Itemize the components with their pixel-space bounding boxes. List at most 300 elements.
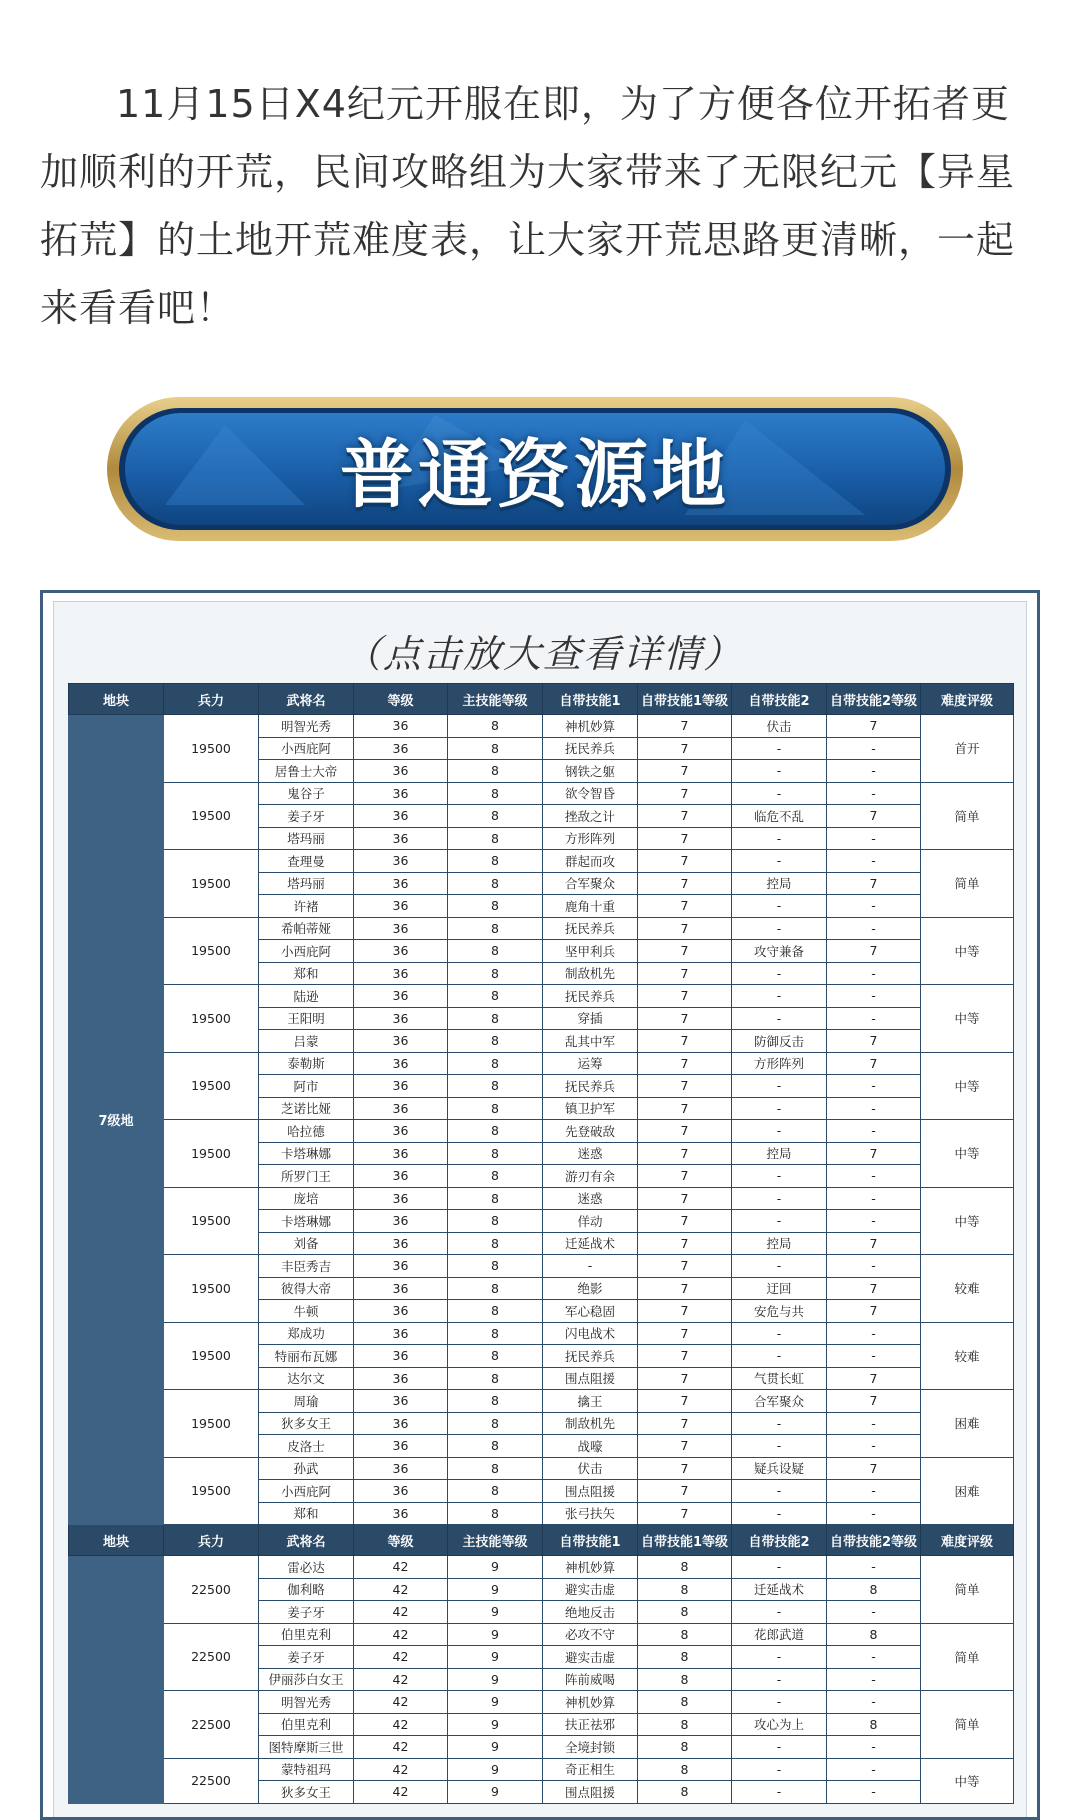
- skill1-cell: 全境封锁: [543, 1736, 638, 1759]
- skill2-cell: -: [732, 1097, 827, 1120]
- skill2-level-cell: 8: [827, 1713, 921, 1736]
- general-level-cell: 42: [354, 1736, 448, 1759]
- skill2-cell: 迂回: [732, 1277, 827, 1300]
- general-level-cell: 36: [354, 1007, 448, 1030]
- skill1-cell: 迷惑: [543, 1142, 638, 1165]
- main-skill-level-cell: 9: [448, 1668, 543, 1691]
- skill1-cell: 神机妙算: [543, 715, 638, 738]
- general-level-cell: 36: [354, 737, 448, 760]
- skill1-cell: 合军聚众: [543, 872, 638, 895]
- main-skill-level-cell: 9: [448, 1578, 543, 1601]
- troops-cell: 19500: [164, 1322, 259, 1390]
- skill2-level-cell: -: [827, 1502, 921, 1525]
- main-skill-level-cell: 8: [448, 872, 543, 895]
- skill2-level-cell: -: [827, 1691, 921, 1714]
- skill2-cell: -: [732, 850, 827, 873]
- table-body: [69, 684, 1014, 1804]
- skill1-level-cell: 7: [638, 1390, 732, 1413]
- skill1-level-cell: 7: [638, 917, 732, 940]
- troops-cell: 19500: [164, 1457, 259, 1525]
- general-name-cell: 图特摩斯三世: [259, 1736, 354, 1759]
- skill2-cell: -: [732, 1646, 827, 1669]
- skill1-level-cell: 8: [638, 1556, 732, 1579]
- skill1-level-cell: 7: [638, 895, 732, 918]
- skill2-cell: 控局: [732, 1142, 827, 1165]
- skill1-level-cell: 7: [638, 962, 732, 985]
- main-skill-level-cell: 8: [448, 1435, 543, 1458]
- skill1-level-cell: 7: [638, 1457, 732, 1480]
- skill2-cell: 安危与共: [732, 1300, 827, 1323]
- general-level-cell: 36: [354, 1075, 448, 1098]
- difficulty-cell: 较难: [921, 1255, 1014, 1323]
- general-name-cell: 塔玛丽: [259, 872, 354, 895]
- skill1-cell: 坚甲利兵: [543, 940, 638, 963]
- skill1-cell: 群起而攻: [543, 850, 638, 873]
- general-level-cell: 36: [354, 1030, 448, 1053]
- skill1-cell: 军心稳固: [543, 1300, 638, 1323]
- general-level-cell: 36: [354, 940, 448, 963]
- main-skill-level-cell: 8: [448, 715, 543, 738]
- main-skill-level-cell: 8: [448, 827, 543, 850]
- skill1-cell: -: [543, 1255, 638, 1278]
- skill2-level-cell: -: [827, 1435, 921, 1458]
- skill1-level-cell: 8: [638, 1781, 732, 1804]
- general-name-cell: 蒙特祖玛: [259, 1758, 354, 1781]
- table-row: [69, 1758, 1014, 1781]
- zoom-caption: （点击放大查看详情）: [342, 632, 743, 676]
- skill2-cell: -: [732, 895, 827, 918]
- skill2-cell: -: [732, 1165, 827, 1188]
- skill1-cell: 欲令智昏: [543, 782, 638, 805]
- difficulty-cell: 简单: [921, 782, 1014, 850]
- land-level-cell: 7级地: [69, 715, 164, 1525]
- skill2-level-cell: -: [827, 1668, 921, 1691]
- difficulty-cell: 简单: [921, 1556, 1014, 1624]
- main-skill-level-cell: 8: [448, 895, 543, 918]
- skill1-level-cell: 7: [638, 1502, 732, 1525]
- general-name-cell: 郑和: [259, 962, 354, 985]
- skill2-level-cell: -: [827, 1601, 921, 1624]
- skill1-level-cell: 7: [638, 1187, 732, 1210]
- general-name-cell: 雷必达: [259, 1556, 354, 1579]
- skill1-cell: 擒王: [543, 1390, 638, 1413]
- troops-cell: 19500: [164, 917, 259, 985]
- skill2-level-cell: -: [827, 850, 921, 873]
- main-skill-level-cell: 8: [448, 760, 543, 783]
- skill1-cell: 围点阻援: [543, 1367, 638, 1390]
- skill1-cell: 制敌机先: [543, 1412, 638, 1435]
- main-skill-level-cell: 8: [448, 1030, 543, 1053]
- skill2-level-cell: -: [827, 1075, 921, 1098]
- skill1-level-cell: 8: [638, 1691, 732, 1714]
- skill2-cell: -: [732, 1412, 827, 1435]
- general-level-cell: 42: [354, 1623, 448, 1646]
- skill2-level-cell: -: [827, 1322, 921, 1345]
- main-skill-level-cell: 8: [448, 1300, 543, 1323]
- general-level-cell: 36: [354, 1412, 448, 1435]
- general-name-cell: 庞培: [259, 1187, 354, 1210]
- skill1-cell: 钢铁之躯: [543, 760, 638, 783]
- general-level-cell: 36: [354, 782, 448, 805]
- column-header: 自带技能2: [732, 684, 827, 715]
- general-name-cell: 阿市: [259, 1075, 354, 1098]
- skill2-level-cell: 7: [827, 940, 921, 963]
- difficulty-cell: 中等: [921, 985, 1014, 1053]
- table-row: [69, 715, 1014, 738]
- skill2-cell: 方形阵列: [732, 1052, 827, 1075]
- general-level-cell: 36: [354, 1232, 448, 1255]
- skill2-cell: -: [732, 1075, 827, 1098]
- skill1-cell: 先登破敌: [543, 1120, 638, 1143]
- general-name-cell: 王阳明: [259, 1007, 354, 1030]
- skill1-level-cell: 7: [638, 1435, 732, 1458]
- main-skill-level-cell: 8: [448, 1097, 543, 1120]
- skill1-level-cell: 7: [638, 1232, 732, 1255]
- table-row: [69, 782, 1014, 805]
- general-level-cell: 36: [354, 1165, 448, 1188]
- skill1-cell: 抚民养兵: [543, 917, 638, 940]
- general-name-cell: 所罗门王: [259, 1165, 354, 1188]
- skill2-cell: 攻守兼备: [732, 940, 827, 963]
- general-name-cell: 牛顿: [259, 1300, 354, 1323]
- skill1-level-cell: 7: [638, 1075, 732, 1098]
- general-level-cell: 36: [354, 1435, 448, 1458]
- table-row: [69, 1187, 1014, 1210]
- skill2-cell: -: [732, 1322, 827, 1345]
- skill2-cell: -: [732, 1120, 827, 1143]
- general-name-cell: 居鲁士大帝: [259, 760, 354, 783]
- difficulty-cell: 简单: [921, 1691, 1014, 1759]
- general-level-cell: 36: [354, 1322, 448, 1345]
- table-row: [69, 1623, 1014, 1646]
- skill2-level-cell: -: [827, 1210, 921, 1233]
- general-level-cell: 36: [354, 917, 448, 940]
- general-name-cell: 狄多女王: [259, 1412, 354, 1435]
- main-skill-level-cell: 9: [448, 1623, 543, 1646]
- skill1-cell: 镇卫护军: [543, 1097, 638, 1120]
- table-row: [69, 1691, 1014, 1714]
- main-skill-level-cell: 8: [448, 1187, 543, 1210]
- difficulty-cell: 较难: [921, 1322, 1014, 1390]
- troops-cell: 19500: [164, 715, 259, 783]
- general-name-cell: 希帕蒂娅: [259, 917, 354, 940]
- skill2-cell: -: [732, 1502, 827, 1525]
- skill2-level-cell: 8: [827, 1578, 921, 1601]
- skill1-level-cell: 7: [638, 1255, 732, 1278]
- skill1-cell: 穿插: [543, 1007, 638, 1030]
- skill1-level-cell: 8: [638, 1713, 732, 1736]
- general-level-cell: 42: [354, 1556, 448, 1579]
- column-header: 自带技能2等级: [827, 684, 921, 715]
- column-header: 主技能等级: [448, 684, 543, 715]
- table-header-row: [69, 684, 1014, 715]
- skill1-cell: 挫敌之计: [543, 805, 638, 828]
- general-level-cell: 36: [354, 850, 448, 873]
- skill2-level-cell: 7: [827, 1277, 921, 1300]
- skill2-cell: 伏击: [732, 715, 827, 738]
- skill2-level-cell: -: [827, 1781, 921, 1804]
- general-name-cell: 刘备: [259, 1232, 354, 1255]
- troops-cell: 19500: [164, 1052, 259, 1120]
- general-name-cell: 卡塔琳娜: [259, 1210, 354, 1233]
- general-level-cell: 36: [354, 1142, 448, 1165]
- main-skill-level-cell: 8: [448, 1075, 543, 1098]
- difficulty-cell: 中等: [921, 1120, 1014, 1188]
- skill2-level-cell: -: [827, 1480, 921, 1503]
- skill2-level-cell: -: [827, 1412, 921, 1435]
- troops-cell: 19500: [164, 782, 259, 850]
- general-level-cell: 36: [354, 715, 448, 738]
- skill2-level-cell: 7: [827, 715, 921, 738]
- skill1-cell: 游刃有余: [543, 1165, 638, 1188]
- main-skill-level-cell: 8: [448, 1345, 543, 1368]
- general-name-cell: 姜子牙: [259, 1646, 354, 1669]
- main-skill-level-cell: 9: [448, 1781, 543, 1804]
- troops-cell: 22500: [164, 1623, 259, 1691]
- skill1-cell: 运筹: [543, 1052, 638, 1075]
- skill2-cell: -: [732, 1480, 827, 1503]
- skill1-level-cell: 7: [638, 1412, 732, 1435]
- skill2-level-cell: -: [827, 1345, 921, 1368]
- column-header: 自带技能2等级: [827, 1525, 921, 1556]
- table-row: [69, 1457, 1014, 1480]
- skill2-level-cell: -: [827, 1758, 921, 1781]
- main-skill-level-cell: 8: [448, 1052, 543, 1075]
- skill1-level-cell: 7: [638, 1367, 732, 1390]
- column-header: 地块: [69, 684, 164, 715]
- skill1-level-cell: 7: [638, 1142, 732, 1165]
- general-name-cell: 哈拉德: [259, 1120, 354, 1143]
- skill1-cell: 张弓扶矢: [543, 1502, 638, 1525]
- table-row: [69, 1255, 1014, 1278]
- skill2-cell: -: [732, 1556, 827, 1579]
- skill1-cell: 绝地反击: [543, 1601, 638, 1624]
- skill1-level-cell: 7: [638, 805, 732, 828]
- main-skill-level-cell: 8: [448, 782, 543, 805]
- general-level-cell: 36: [354, 872, 448, 895]
- table-row: [69, 1390, 1014, 1413]
- table-row: [69, 1052, 1014, 1075]
- skill2-level-cell: 7: [827, 1300, 921, 1323]
- skill2-level-cell: 7: [827, 1390, 921, 1413]
- general-level-cell: 36: [354, 827, 448, 850]
- column-header: 自带技能1等级: [638, 684, 732, 715]
- general-level-cell: 36: [354, 895, 448, 918]
- table-row: [69, 1120, 1014, 1143]
- general-name-cell: 姜子牙: [259, 805, 354, 828]
- main-skill-level-cell: 8: [448, 1007, 543, 1030]
- general-name-cell: 卡塔琳娜: [259, 1142, 354, 1165]
- general-level-cell: 36: [354, 1255, 448, 1278]
- general-level-cell: 36: [354, 805, 448, 828]
- general-level-cell: 36: [354, 1300, 448, 1323]
- skill1-level-cell: 8: [638, 1578, 732, 1601]
- skill1-cell: 迁延战术: [543, 1232, 638, 1255]
- skill1-level-cell: 7: [638, 1007, 732, 1030]
- skill2-cell: 气贯长虹: [732, 1367, 827, 1390]
- main-skill-level-cell: 8: [448, 1480, 543, 1503]
- general-level-cell: 42: [354, 1601, 448, 1624]
- skill2-level-cell: -: [827, 985, 921, 1008]
- difficulty-cell: 简单: [921, 1623, 1014, 1691]
- general-name-cell: 孙武: [259, 1457, 354, 1480]
- main-skill-level-cell: 8: [448, 1255, 543, 1278]
- general-level-cell: 42: [354, 1781, 448, 1804]
- skill2-level-cell: -: [827, 737, 921, 760]
- main-skill-level-cell: 8: [448, 805, 543, 828]
- column-header: 自带技能1: [543, 684, 638, 715]
- general-name-cell: 泰勒斯: [259, 1052, 354, 1075]
- skill2-cell: -: [732, 917, 827, 940]
- skill1-level-cell: 8: [638, 1668, 732, 1691]
- skill2-cell: -: [732, 782, 827, 805]
- skill1-level-cell: 7: [638, 737, 732, 760]
- general-name-cell: 查理曼: [259, 850, 354, 873]
- general-level-cell: 42: [354, 1713, 448, 1736]
- skill1-level-cell: 7: [638, 1030, 732, 1053]
- skill1-level-cell: 8: [638, 1758, 732, 1781]
- skill1-level-cell: 8: [638, 1601, 732, 1624]
- skill1-cell: 抚民养兵: [543, 737, 638, 760]
- general-name-cell: 陆逊: [259, 985, 354, 1008]
- skill2-level-cell: -: [827, 895, 921, 918]
- skill2-cell: 合军聚众: [732, 1390, 827, 1413]
- main-skill-level-cell: 9: [448, 1601, 543, 1624]
- general-name-cell: 达尔文: [259, 1367, 354, 1390]
- skill1-level-cell: 7: [638, 1345, 732, 1368]
- general-name-cell: 狄多女王: [259, 1781, 354, 1804]
- general-name-cell: 郑成功: [259, 1322, 354, 1345]
- skill2-level-cell: -: [827, 1097, 921, 1120]
- skill1-level-cell: 7: [638, 1480, 732, 1503]
- skill2-cell: 迁延战术: [732, 1578, 827, 1601]
- main-skill-level-cell: 9: [448, 1736, 543, 1759]
- skill2-cell: -: [732, 1736, 827, 1759]
- general-name-cell: 芝诺比娅: [259, 1097, 354, 1120]
- general-name-cell: 彼得大帝: [259, 1277, 354, 1300]
- troops-cell: 19500: [164, 985, 259, 1053]
- main-skill-level-cell: 8: [448, 1412, 543, 1435]
- main-skill-level-cell: 8: [448, 737, 543, 760]
- column-header: 地块: [69, 1525, 164, 1556]
- skill2-cell: -: [732, 1255, 827, 1278]
- skill2-level-cell: 7: [827, 872, 921, 895]
- skill1-level-cell: 7: [638, 1165, 732, 1188]
- general-level-cell: 36: [354, 1052, 448, 1075]
- skill2-cell: -: [732, 985, 827, 1008]
- troops-cell: 19500: [164, 1187, 259, 1255]
- skill2-level-cell: 7: [827, 1030, 921, 1053]
- general-name-cell: 明智光秀: [259, 1691, 354, 1714]
- main-skill-level-cell: 8: [448, 1120, 543, 1143]
- skill2-cell: -: [732, 737, 827, 760]
- skill1-level-cell: 7: [638, 827, 732, 850]
- general-level-cell: 36: [354, 1390, 448, 1413]
- general-level-cell: 36: [354, 1097, 448, 1120]
- skill2-cell: -: [732, 1781, 827, 1804]
- troops-cell: 22500: [164, 1691, 259, 1759]
- main-skill-level-cell: 8: [448, 1457, 543, 1480]
- skill2-level-cell: 7: [827, 1457, 921, 1480]
- land-level-cell: [69, 1556, 164, 1804]
- difficulty-cell: 首开: [921, 715, 1014, 783]
- main-skill-level-cell: 8: [448, 1390, 543, 1413]
- general-level-cell: 42: [354, 1758, 448, 1781]
- general-level-cell: 36: [354, 1277, 448, 1300]
- general-name-cell: 伯里克利: [259, 1623, 354, 1646]
- skill1-cell: 战嚎: [543, 1435, 638, 1458]
- column-header: 自带技能1: [543, 1525, 638, 1556]
- skill1-cell: 阵前威喝: [543, 1668, 638, 1691]
- skill2-cell: 花郎武道: [732, 1623, 827, 1646]
- general-level-cell: 36: [354, 962, 448, 985]
- general-name-cell: 明智光秀: [259, 715, 354, 738]
- skill2-cell: -: [732, 1668, 827, 1691]
- column-header: 等级: [354, 1525, 448, 1556]
- general-level-cell: 36: [354, 1457, 448, 1480]
- difficulty-cell: 困难: [921, 1457, 1014, 1525]
- skill2-level-cell: -: [827, 1736, 921, 1759]
- skill1-level-cell: 7: [638, 872, 732, 895]
- skill2-cell: 防御反击: [732, 1030, 827, 1053]
- skill1-level-cell: 7: [638, 715, 732, 738]
- column-header: 难度评级: [921, 1525, 1014, 1556]
- column-header: 兵力: [164, 684, 259, 715]
- main-skill-level-cell: 9: [448, 1556, 543, 1579]
- skill2-level-cell: -: [827, 917, 921, 940]
- general-level-cell: 36: [354, 1210, 448, 1233]
- main-skill-level-cell: 9: [448, 1646, 543, 1669]
- skill1-cell: 围点阻援: [543, 1781, 638, 1804]
- skill1-cell: 抚民养兵: [543, 1345, 638, 1368]
- general-name-cell: 姜子牙: [259, 1601, 354, 1624]
- table-header-row: [69, 1525, 1014, 1556]
- skill2-level-cell: -: [827, 1165, 921, 1188]
- skill1-cell: 避实击虚: [543, 1646, 638, 1669]
- general-name-cell: 小西庇阿: [259, 940, 354, 963]
- general-name-cell: 小西庇阿: [259, 737, 354, 760]
- skill1-cell: 神机妙算: [543, 1691, 638, 1714]
- skill2-cell: -: [732, 1435, 827, 1458]
- skill1-level-cell: 8: [638, 1736, 732, 1759]
- column-header: 武将名: [259, 684, 354, 715]
- skill2-cell: 疑兵设疑: [732, 1457, 827, 1480]
- troops-cell: 22500: [164, 1556, 259, 1624]
- skill2-cell: -: [732, 1691, 827, 1714]
- main-skill-level-cell: 8: [448, 917, 543, 940]
- skill2-cell: 临危不乱: [732, 805, 827, 828]
- skill2-level-cell: -: [827, 1646, 921, 1669]
- troops-cell: 19500: [164, 1120, 259, 1188]
- difficulty-cell: 中等: [921, 1187, 1014, 1255]
- skill1-level-cell: 7: [638, 985, 732, 1008]
- general-level-cell: 42: [354, 1691, 448, 1714]
- skill1-cell: 抚民养兵: [543, 1075, 638, 1098]
- column-header: 武将名: [259, 1525, 354, 1556]
- skill2-cell: -: [732, 827, 827, 850]
- general-name-cell: 特丽布瓦娜: [259, 1345, 354, 1368]
- main-skill-level-cell: 8: [448, 850, 543, 873]
- troops-cell: 22500: [164, 1758, 259, 1803]
- main-skill-level-cell: 8: [448, 1232, 543, 1255]
- skill1-cell: 抚民养兵: [543, 985, 638, 1008]
- skill2-level-cell: -: [827, 827, 921, 850]
- skill1-cell: 乱其中军: [543, 1030, 638, 1053]
- general-name-cell: 塔玛丽: [259, 827, 354, 850]
- skill2-level-cell: -: [827, 1556, 921, 1579]
- skill1-cell: 奇正相生: [543, 1758, 638, 1781]
- column-header: 兵力: [164, 1525, 259, 1556]
